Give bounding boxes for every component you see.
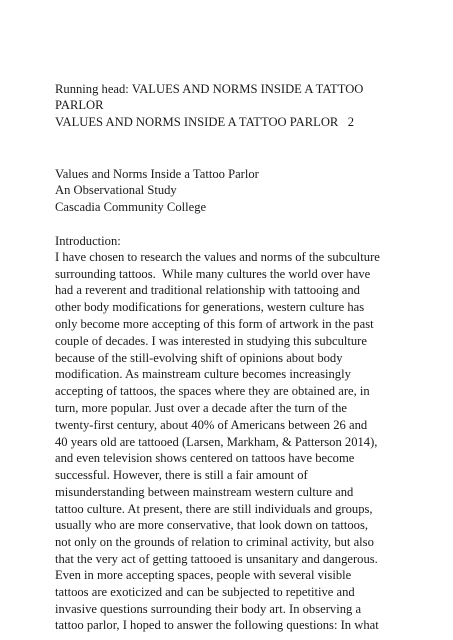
body-line: twenty-first century, about 40% of Americans between 26 and xyxy=(55,418,368,432)
body-line: tattoo culture. At present, there are still individuals and groups, xyxy=(55,502,373,516)
body-line: other body modifications for generations, western culture has xyxy=(55,300,365,314)
body-line: invasive questions surrounding their body art. In observing a xyxy=(55,602,362,616)
section-heading: Introduction: xyxy=(55,234,121,248)
body-line: not only on the grounds of relation to criminal activity, but also xyxy=(55,535,374,549)
body-line: successful. However, there is still a fair amount of xyxy=(55,468,308,482)
body-line: I have chosen to research the values and norms of the subculture xyxy=(55,250,380,264)
body-line: tattoo parlor, I hoped to answer the following questions: In what xyxy=(55,618,379,632)
body-line: 40 years old are tattooed (Larsen, Markham, & Patterson 2014), xyxy=(55,435,378,449)
body-line: modification. As mainstream culture becomes increasingly xyxy=(55,367,351,381)
paper-title: Values and Norms Inside a Tattoo Parlor xyxy=(55,167,259,181)
body-line: couple of decades. I was interested in studying this subculture xyxy=(55,334,367,348)
body-line: Even in more accepting spaces, people with several visible xyxy=(55,568,352,582)
body-line: and even television shows centered on tattoos have become xyxy=(55,451,355,465)
running-head-line-1: Running head: VALUES AND NORMS INSIDE A TATTOO xyxy=(55,82,364,96)
page-head: VALUES AND NORMS INSIDE A TATTOO PARLOR 2 xyxy=(55,115,355,129)
institution-name: Cascadia Community College xyxy=(55,200,207,214)
body-line: misunderstanding between mainstream western culture and xyxy=(55,485,354,499)
running-head-line-2: PARLOR xyxy=(55,98,104,112)
body-line: turn, more popular. Just over a decade after the turn of the xyxy=(55,401,347,415)
body-line: accepting of tattoos, the spaces where they are obtained are, in xyxy=(55,384,370,398)
body-line: surrounding tattoos. While many cultures the world over have xyxy=(55,267,371,281)
body-line: usually who are more conservative, that look down on tattoos, xyxy=(55,518,369,532)
body-line: because of the still-evolving shift of opinions about body xyxy=(55,351,343,365)
body-line: that the very act of getting tattooed is unsanitary and dangerous. xyxy=(55,552,378,566)
body-line: only become more accepting of this form of artwork in the past xyxy=(55,317,374,331)
paper-subtitle: An Observational Study xyxy=(55,183,177,197)
body-line: had a reverent and traditional relationship with tattooing and xyxy=(55,283,360,297)
body-line: tattoos are exoticized and can be subjected to repetitive and xyxy=(55,585,355,599)
